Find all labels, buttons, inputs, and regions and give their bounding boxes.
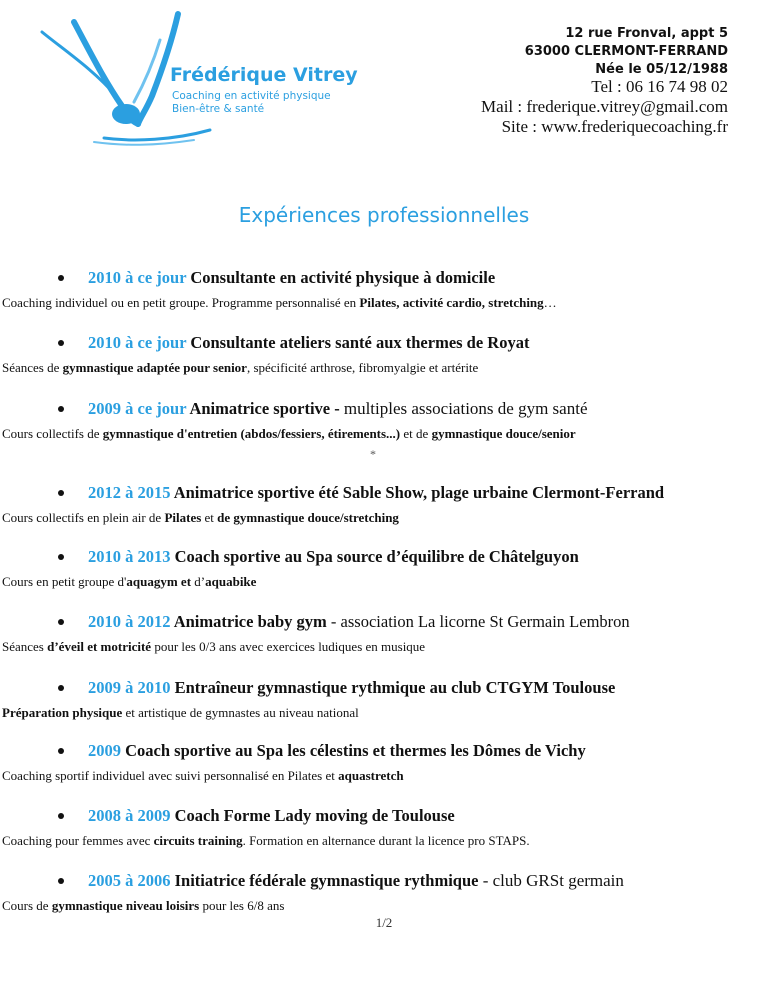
address-line-2: 63000 CLERMONT-FERRAND (524, 44, 728, 59)
website: Site : www.frederiquecoaching.fr (501, 117, 728, 136)
experience-date: 2012 à 2015 (88, 483, 171, 502)
experience-date: 2008 à 2009 (88, 806, 171, 825)
bullet-icon (58, 748, 64, 754)
logo-brand-name: Frédérique Vitrey (170, 64, 358, 86)
bullet-icon (58, 554, 64, 560)
experience-description: Coaching individuel ou en petit groupe. Programme personnalisé en Pilates, activité cardio, stretching… (2, 295, 557, 310)
experience-item (2, 806, 742, 849)
experience-description: Séances d’éveil et motricité pour les 0/3 ans avec exercices ludiques en musique (2, 639, 426, 654)
experience-item (2, 268, 742, 311)
experience-title: Animatrice baby gym (173, 612, 327, 631)
bullet-icon (58, 878, 64, 884)
bullet-icon (58, 685, 64, 691)
experience-item (2, 547, 742, 590)
experience-description: Cours collectifs en plein air de Pilates et de gymnastique douce/stretching (2, 510, 399, 525)
experience-title: Coach sportive au Spa source d’équilibre de Châtelguyon (174, 547, 579, 566)
experience-title: Entraîneur gymnastique rythmique au club CTGYM Toulouse (174, 678, 616, 697)
experience-title-rest: - association La licorne St Germain Lembron (326, 612, 630, 631)
logo-subtitle-2: Bien-être & santé (172, 103, 265, 115)
bullet-icon (58, 406, 64, 412)
experience-date: 2010 à ce jour (88, 333, 187, 352)
experience-date: 2009 à ce jour (88, 399, 187, 418)
experience-description: Coaching sportif individuel avec suivi personnalisé en Pilates et aquastretch (2, 768, 404, 783)
experience-title: Consultante ateliers santé aux thermes de Royat (190, 333, 530, 352)
email: Mail : frederique.vitrey@gmail.com (481, 97, 728, 116)
experience-title: Initiatrice fédérale gymnastique rythmique (174, 871, 479, 890)
experience-description: Préparation physique et artistique de gymnastes au niveau national (2, 705, 359, 720)
page-number: 1/2 (375, 915, 393, 930)
logo-subtitle-1: Coaching en activité physique (172, 90, 331, 102)
bullet-icon (58, 340, 64, 346)
experience-title: Coach Forme Lady moving de Toulouse (174, 806, 455, 825)
experience-description: Cours collectifs de gymnastique d'entretien (abdos/fessiers, étirements...) et de gymnastique douce/senior (2, 426, 576, 441)
bullet-icon (58, 813, 64, 819)
experience-item (2, 741, 742, 784)
star-mark: * (370, 447, 376, 461)
experience-description: Cours de gymnastique niveau loisirs pour les 6/8 ans (2, 898, 285, 913)
experience-item (2, 612, 742, 655)
section-title: Expériences professionnelles (238, 203, 530, 227)
experience-title: Animatrice sportive été Sable Show, plage urbaine Clermont-Ferrand (173, 483, 665, 502)
experience-item (2, 483, 742, 526)
experience-date: 2005 à 2006 (88, 871, 171, 890)
experience-description: Cours en petit groupe d'aquagym et d’aquabike (2, 574, 257, 589)
experience-item (2, 678, 742, 721)
bullet-icon (58, 490, 64, 496)
experience-title-rest: - club GRSt germain (478, 871, 624, 890)
birth-date: Née le 05/12/1988 (595, 62, 728, 77)
experience-title-rest: multiples associations de gym santé (343, 399, 588, 418)
experience-date: 2009 à 2010 (88, 678, 171, 697)
experience-item (2, 399, 742, 442)
experience-date: 2010 à 2012 (88, 612, 171, 631)
experience-date: 2009 (88, 741, 121, 760)
experience-date: 2010 à 2013 (88, 547, 171, 566)
phone: Tel : 06 16 74 98 02 (591, 77, 728, 96)
experience-item (2, 333, 742, 376)
experience-date: 2010 à ce jour (88, 268, 187, 287)
bullet-icon (58, 619, 64, 625)
experience-item (2, 871, 742, 914)
experience-title: Animatrice sportive - (189, 399, 344, 418)
address-line-1: 12 rue Fronval, appt 5 (565, 26, 728, 41)
experience-title: Consultante en activité physique à domicile (190, 268, 496, 287)
experience-description: Coaching pour femmes avec circuits training. Formation en alternance durant la licence pro STAPS. (2, 833, 530, 848)
bullet-icon (58, 275, 64, 281)
experience-title: Coach sportive au Spa les célestins et thermes les Dômes de Vichy (125, 741, 586, 760)
experience-description: Séances de gymnastique adaptée pour senior, spécificité arthrose, fibromyalgie et artérite (2, 360, 479, 375)
